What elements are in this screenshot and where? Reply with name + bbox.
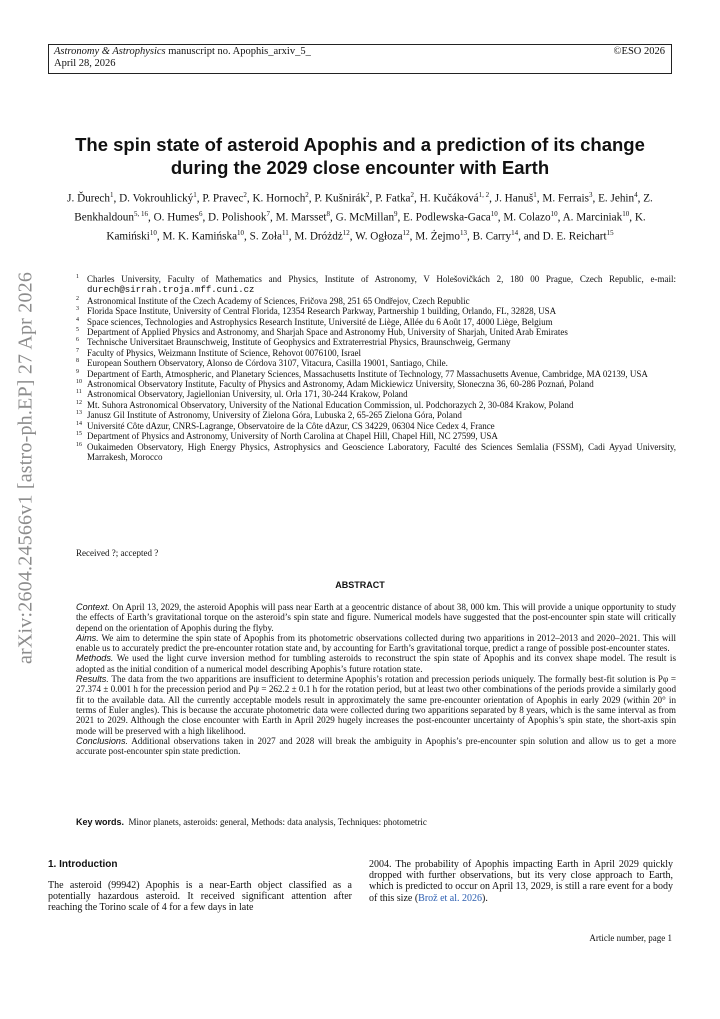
author-name: M. Ferrais xyxy=(542,192,589,205)
author-affiliation-mark: 8 xyxy=(326,210,331,219)
author-list: J. Ďurech$^1$, D. Vokrouhlický$^1$, P. Pravec$^2$, K. Hornoch$^2$, P. Kušnirák$^2$, P. Fatka$^2$, H. Kučáková$^{1, 2}$, J. Hanuš$^1$, M. Ferrais$^3$, E. Jehin$^4$, Z. Benkhaldoun$^{5, 16}$, O. Humes$^6$, D. Polishook$^7$, M. Marsset$^8$, G. McMillan$^9$, E. Podlewska-Gaca$^{10}$, M. Colazo$^{10}$, A. Marciniak$^{10}$, K. Kamiński$^{10}$, M. K. Kamińska$^{10}$, S. Zoła$^{11}$, M. Dróżdż$^{12}$, W. Ogłoza$^{12}$, M. Żejmo$^{13}$, B. Carry$^{14}$, and D. E. Reichart$^{15}$ xyxy=(67,191,653,244)
affiliation-item xyxy=(76,410,676,420)
affiliation-item xyxy=(76,421,676,431)
author-affiliation-mark: 11 xyxy=(281,229,289,238)
affiliation-number: 10 xyxy=(76,379,82,386)
author-affiliation-mark: 1 xyxy=(533,191,537,199)
author-affiliation-mark: 12 xyxy=(342,229,350,238)
copyright-notice: ©ESO 2026 xyxy=(613,46,665,57)
affiliation-text: Oukaimeden Observatory, High Energy Physics, Astrophysics and Geoscience Laboratory, Faculté des Sciences Semlalia (FSSM), Cadi Ayyad University, Marrakesh, Morocco xyxy=(87,441,676,462)
affiliation-item xyxy=(76,337,676,347)
abstract-results: Results. The data from the two apparitions are insufficient to determine Apophis’s rotation and precession periods uniquely. The formally best-fit solution is Pφ = 27.374 ± 0.001 h for the precession period and Pψ = 262.2 ± 0.1 h for the rotation period, but at least two other combinations of the periods provide a similarly good fit to the available data. All the currently acceptable models result in approximately the same pre-encounter orientation of Apophis in early 2029 (within 20° in terms of Euler angles). This is because the accurate photometric data were collected during two apparitions separated by 8 years, which is the same interval as from 2021 to 2029. Although the close encounter with Earth in April 2029 hugely increases the post-encounter uncertainty of Apophis’s spin state, the short-axis spin mode will be preserved with a high likelihood. xyxy=(76,674,676,736)
affiliation-item xyxy=(76,379,676,389)
affiliation-item xyxy=(76,317,676,327)
author-affiliation-mark: 5, 16 xyxy=(133,210,148,219)
author-name: E. Podlewska-Gaca xyxy=(403,211,491,224)
author-affiliation-mark: 3 xyxy=(588,191,593,199)
author-affiliation-mark: 1 xyxy=(193,191,197,199)
citation-link[interactable]: Brož et al. 2026 xyxy=(418,892,483,904)
page-footer: Article number, page 1 xyxy=(589,933,672,943)
author-name: H. Kučáková xyxy=(419,192,479,205)
author-affiliation-mark: 4 xyxy=(634,191,638,199)
keywords-line xyxy=(76,817,676,827)
intro-right-column: 2004. The probability of Apophis impacting Earth in April 2029 quickly dropped with further observations, but its very close approach to Earth, which is predicted to occur on April 13, 2029, is still a rare event for a body of this size (Brož et al. 2026). xyxy=(369,859,673,904)
author-name: M. Dróżdż xyxy=(294,231,343,244)
author-name: K. Kamiński xyxy=(106,211,646,244)
affiliation-text: Department of Physics and Astronomy, University of North Carolina at Chapel Hill, Chapel Hill, NC 27599, USA xyxy=(87,431,498,442)
affiliation-number: 11 xyxy=(76,389,82,396)
affiliation-number: 9 xyxy=(76,368,79,375)
author-name: O. Humes xyxy=(153,211,199,224)
affiliation-text: Astronomical Institute of the Czech Academy of Sciences, Fričova 298, 251 65 Ondřejov, Czech Republic xyxy=(87,295,470,306)
author-affiliation-mark: 10 xyxy=(237,229,245,238)
author-affiliation-mark: 12 xyxy=(402,229,410,238)
affiliation-number: 1 xyxy=(76,274,79,280)
affiliation-item xyxy=(76,442,676,463)
abstract-context: Context. On April 13, 2029, the asteroid Apophis will pass near Earth at a geocentric distance of about 38, 000 km. This will provide a unique opportunity to study the effects of Earth’s gravitational torque on the asteroid’s spin state and figure. Numerical models have suggested that the post-encounter spin state will critically depend on the orientation of Apophis during the flyby. xyxy=(76,602,676,633)
author-affiliation-mark: 2 xyxy=(365,191,370,199)
affiliation-number: 15 xyxy=(76,431,82,438)
affiliation-number: 6 xyxy=(76,337,79,344)
affiliation-number: 7 xyxy=(76,347,79,354)
affiliation-item xyxy=(76,389,676,399)
affiliation-item xyxy=(76,274,676,296)
author-name: M. Żejmo xyxy=(415,231,460,244)
author-affiliation-mark: 13 xyxy=(459,229,467,238)
paper-title: The spin state of asteroid Apophis and a prediction of its change during the 2029 close encounter with Earth xyxy=(75,134,645,178)
author-name: P. Fatka xyxy=(375,192,411,205)
affiliation-item xyxy=(76,296,676,306)
author-affiliation-mark: 1 xyxy=(110,191,114,199)
abstract-heading: ABSTRACT xyxy=(335,580,385,590)
abstract-aims: Aims. We aim to determine the spin state of Apophis from its photometric observations collected during two apparitions in 2012–2013 and 2020–2021. This will enable us to accurately predict the pre-encounter rotation state and, by accounting for Earth’s gravitational torque, predict a range of possible post-encounter states. xyxy=(76,632,676,654)
affiliation-text: Technische Universitaet Braunschweig, Institute of Geophysics and Extraterrestrial Physics, Braunschweig, Germany xyxy=(87,337,511,348)
arxiv-stamp-text: arXiv:2604.24566v1 [astro-ph.EP] 27 Apr 2026 xyxy=(14,271,37,665)
header-date: April 28, 2026 xyxy=(54,58,116,69)
abstract-body xyxy=(76,602,676,756)
affiliation-item xyxy=(76,369,676,379)
author-name: M. Marsset xyxy=(275,211,327,224)
author-name: Z. Benkhaldoun xyxy=(74,192,653,224)
author-affiliation-mark: 15 xyxy=(606,229,614,238)
author-affiliation-mark: 2 xyxy=(305,191,309,199)
author-name: P. Pravec xyxy=(202,192,244,205)
affiliation-text: Department of Earth, Atmospheric, and Planetary Sciences, Massachusetts Institute of Technology, 77 Massachusetts Avenue, Cambridge, MA 02139, USA xyxy=(87,368,648,379)
author-name: S. Zoła xyxy=(249,231,282,244)
affiliation-item xyxy=(76,306,676,316)
author-name: K. Hornoch xyxy=(252,192,306,205)
author-affiliation-mark: 2 xyxy=(410,191,415,199)
affiliation-number: 12 xyxy=(76,399,82,406)
affiliation-number: 4 xyxy=(76,316,79,323)
author-name: P. Kušnirák xyxy=(314,192,366,205)
author-affiliation-mark: 10 xyxy=(490,210,498,219)
author-affiliation-mark: 6 xyxy=(198,210,203,219)
affiliation-text: Charles University, Faculty of Mathematics and Physics, Institute of Astronomy, V Holešovičkách 2, 180 00 Prague, Czech Republic, e-mail: xyxy=(87,274,676,284)
author-affiliation-mark: 2 xyxy=(243,191,247,199)
intro-left-column: The asteroid (99942) Apophis is a near-Earth object classified as a potentially hazardous asteroid. It received significant attention after reaching the Torino scale of 4 for a few days in late xyxy=(48,880,352,914)
abstract-conclusions: Conclusions. Additional observations taken in 2027 and 2028 will break the ambiguity in Apophis’s pre-encounter spin solution and allow us to get a more accurate post-encounter spin state prediction. xyxy=(76,735,676,757)
running-header xyxy=(48,44,672,74)
author-name: E. Jehin xyxy=(598,192,635,205)
affiliation-number: 8 xyxy=(76,358,79,365)
keywords-label: Key words. xyxy=(76,817,125,827)
affiliation-item xyxy=(76,327,676,337)
affiliation-item xyxy=(76,358,676,368)
affiliation-text: Astronomical Observatory, Jagiellonian University, ul. Orla 171, 30-244 Krakow, Poland xyxy=(87,389,408,400)
affiliation-number: 3 xyxy=(76,306,79,313)
affiliation-text: Faculty of Physics, Weizmann Institute of Science, Rehovot 0076100, Israel xyxy=(87,347,362,358)
author-affiliation-mark: 1, 2 xyxy=(478,191,490,199)
received-line: Received ?; accepted ? xyxy=(76,548,159,558)
author-affiliation-mark: 14 xyxy=(511,229,519,238)
affiliation-text: Mt. Suhora Astronomical Observatory, University of the National Education Commission, ul. Podchorazych 2, 30-084 Krakow, Poland xyxy=(87,399,574,410)
author-affiliation-mark: 7 xyxy=(266,210,270,219)
author-name: M. Colazo xyxy=(503,211,551,224)
author-name: W. Ogłoza xyxy=(355,231,403,244)
affiliation-number: 16 xyxy=(76,441,82,448)
affiliation-text: Department of Applied Physics and Astronomy, and Sharjah Space and Astronomy Hub, University of Sharjah, United Arab Emirates xyxy=(87,327,568,338)
affiliation-number: 13 xyxy=(76,410,82,417)
section-heading-introduction: 1. Introduction xyxy=(48,859,118,870)
author-name: A. Marciniak xyxy=(562,211,623,224)
author-name: J. Hanuš xyxy=(494,192,534,205)
affiliation-text: Janusz Gil Institute of Astronomy, University of Zielona Góra, Lubuska 2, 65-265 Zielona Góra, Poland xyxy=(87,410,462,421)
manuscript-id: manuscript no. Apophis_arxiv_5_ xyxy=(165,46,311,57)
author-affiliation-mark: 10 xyxy=(550,210,558,219)
author-name: J. Ďurech xyxy=(67,192,110,205)
affiliation-item xyxy=(76,348,676,358)
affiliation-text: Astronomical Observatory Institute, Faculty of Physics and Astronomy, Adam Mickiewicz University, Słoneczna 36, 60-286 Poznań, Poland xyxy=(87,379,594,390)
affiliation-list xyxy=(76,274,676,462)
author-name: D. E. Reichart xyxy=(542,231,607,244)
author-name: D. Polishook xyxy=(208,211,267,224)
author-affiliation-mark: 10 xyxy=(149,229,157,238)
author-affiliation-mark: 10 xyxy=(622,210,630,219)
affiliation-item xyxy=(76,431,676,441)
author-name: G. McMillan xyxy=(335,211,395,224)
affiliation-number: 2 xyxy=(76,295,79,302)
journal-name: Astronomy & Astrophysics xyxy=(54,46,166,57)
arxiv-identifier-stamp xyxy=(6,268,46,668)
author-name: B. Carry xyxy=(472,231,512,244)
author-name: D. Vokrouhlický xyxy=(119,192,194,205)
affiliation-number: 14 xyxy=(76,420,82,427)
affiliation-text: Florida Space Institute, University of Central Florida, 12354 Research Parkway, Partnership 1 building, Orlando, FL, 32828, USA xyxy=(87,306,557,317)
author-email[interactable]: durech@sirrah.troja.mff.cuni.cz xyxy=(87,285,255,296)
keywords-text: Minor planets, asteroids: general, Methods: data analysis, Techniques: photometric xyxy=(128,817,427,827)
abstract-methods: Methods. We used the light curve inversion method for tumbling asteroids to reconstruct the spin state of Apophis and its convex shape model. The result is adopted as the initial condition of a numerical model describing Apophis’s future rotation state. xyxy=(76,653,676,674)
affiliation-text: Université Côte dAzur, CNRS-Lagrange, Observatoire de la Côte dAzur, CS 34229, 06304 Nice Cedex 4, France xyxy=(87,420,495,431)
author-name: M. K. Kamińska xyxy=(162,231,238,244)
affiliation-text: Space sciences, Technologies and Astrophysics Research Institute, Université de Liège, Allée du 6 Août 17, 4000 Liège, Belgium xyxy=(87,316,553,327)
affiliation-text: European Southern Observatory, Alonso de Córdova 3107, Vitacura, Casilla 19001, Santiago, Chile. xyxy=(87,358,448,369)
affiliation-number: 5 xyxy=(76,327,79,334)
author-affiliation-mark: 9 xyxy=(394,210,398,219)
affiliation-item xyxy=(76,400,676,410)
